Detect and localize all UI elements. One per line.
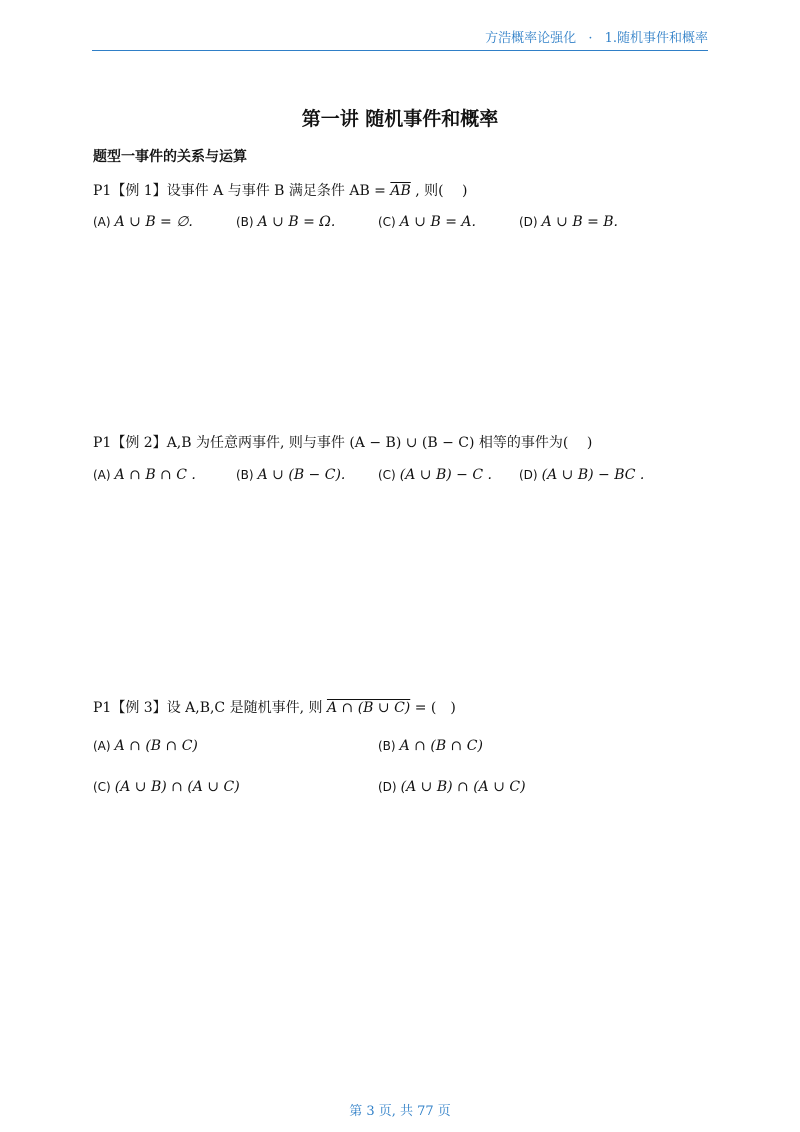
question-2-tag: P1【例 2】: [93, 435, 167, 451]
question-3-text: 设 A,B,C 是随机事件, 则: [166, 700, 327, 716]
question-2-option-a: (A) A ∩ B ∩ C .: [93, 467, 196, 483]
question-3: [93, 697, 456, 717]
question-3-overline-expr: A ∩ (B ∪ C): [326, 700, 411, 716]
question-1-option-a: (A) A ∪ B = ∅.: [93, 214, 193, 230]
running-header: [92, 28, 708, 51]
header-book: 方浩概率论强化: [485, 31, 577, 46]
question-3-tail: = ( ): [410, 700, 456, 716]
header-separator: ·: [588, 31, 593, 46]
question-1-text: 设事件 A 与事件 B 满足条件 AB =: [166, 183, 391, 199]
question-1-tag: P1【例 1】: [93, 183, 167, 199]
question-3-option-b: (B) A ∩ (B ∩ C): [378, 738, 483, 754]
page-title: 第一讲 随机事件和概率: [301, 108, 499, 130]
question-2-option-c: (C) (A ∪ B) − C .: [378, 467, 492, 483]
question-3-tag: P1【例 3】: [93, 700, 167, 716]
header-chapter: 1.随机事件和概率: [604, 31, 708, 46]
question-2-text: A,B 为任意两事件, 则与事件 (A − B) ∪ (B − C) 相等的事件为( ): [166, 435, 593, 451]
page-footer: 第 3 页, 共 77 页: [349, 1104, 451, 1119]
section-title: 题型一事件的关系与运算: [93, 149, 247, 165]
question-1-tail: , 则( ): [410, 183, 468, 199]
question-1-option-d: (D) A ∪ B = B.: [519, 214, 619, 230]
question-1-option-c: (C) A ∪ B = A.: [378, 214, 476, 230]
question-2-option-d: (D) (A ∪ B) − BC .: [519, 467, 645, 483]
question-3-option-a: (A) A ∩ (B ∩ C): [93, 738, 198, 754]
question-3-option-d: (D) (A ∪ B) ∩ (A ∪ C): [378, 779, 526, 795]
question-2: [93, 432, 592, 452]
question-1-overline: $\overline{AB}$: [390, 183, 411, 199]
question-2-option-b: (B) A ∪ (B − C).: [236, 467, 346, 483]
question-1: [93, 180, 468, 200]
question-3-option-c: (C) (A ∪ B) ∩ (A ∪ C): [93, 779, 240, 795]
question-1-option-b: (B) A ∪ B = Ω.: [236, 214, 336, 230]
